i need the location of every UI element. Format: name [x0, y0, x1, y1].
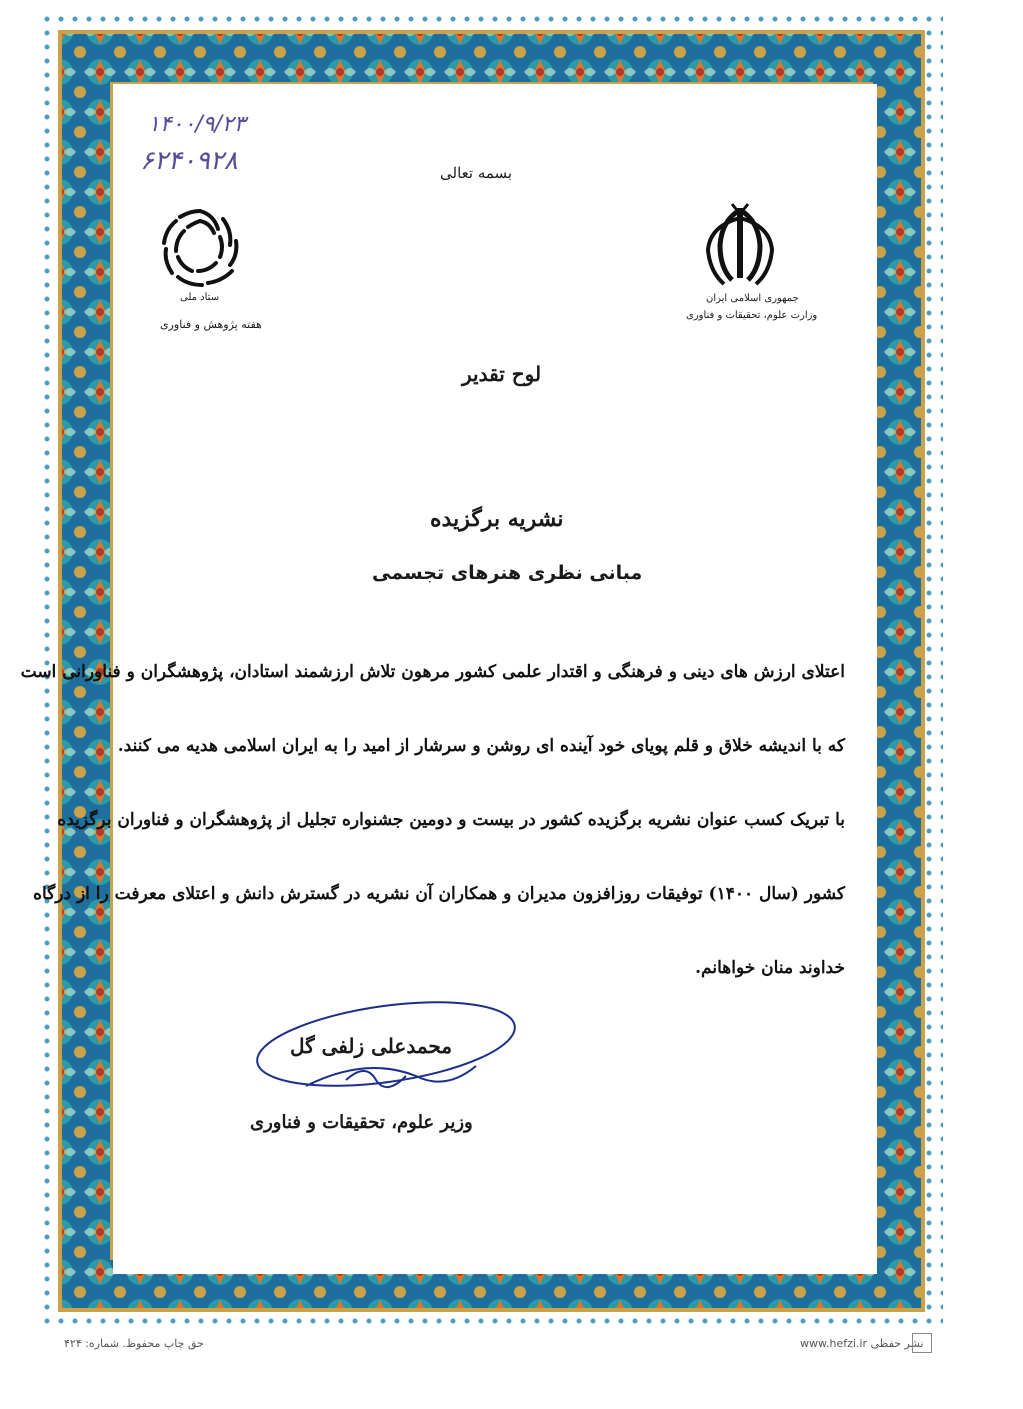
body-line-3: با تبریک کسب عنوان نشریه برگزیده کشور در بیست و دومین جشنواره تجلیل از پژوهشگران و فناوران برگزیده	[57, 810, 845, 830]
body-line-4: کشور (سال ۱۴۰۰) توفیقات روزافزون مدیران و همکاران آن نشریه در گسترش دانش و اعتلای معرفت را از درگاه	[33, 884, 845, 904]
journal-name: مبانی نظری هنرهای تجسمی	[372, 562, 643, 584]
research-week-logo	[158, 205, 242, 289]
left-logo-line1: ستاد ملی	[180, 292, 220, 303]
iran-emblem-logo	[700, 200, 780, 290]
publisher-logo-icon	[912, 1333, 932, 1353]
body-line-1: اعتلای ارزش های دینی و فرهنگی و اقتدار علمی کشور مرهون تلاش ارزشمند استادان، پژوهشگران و فناورانی است	[20, 662, 845, 682]
iran-emblem-icon	[700, 200, 780, 290]
handwritten-number: ۶۲۴۰۹۲۸	[140, 146, 238, 176]
signatory-position: وزیر علوم، تحقیقات و فناوری	[250, 1112, 473, 1133]
footer-publisher: www.hefzi.ir نشر حفظی	[800, 1337, 924, 1350]
sunburst-icon	[158, 205, 242, 289]
footer-copyright: حق چاپ محفوظ. شماره: ۴۲۴	[64, 1337, 204, 1350]
body-line-5: خداوند منان خواهانم.	[695, 958, 845, 978]
body-line-2: که با اندیشه خلاق و قلم پویای خود آینده ای روشن و سرشار از امید را به ایران اسلامی هدیه می کنند.	[117, 736, 845, 756]
right-logo-line2: وزارت علوم، تحقیقات و فناوری	[686, 310, 818, 321]
certificate-subtitle: نشریه برگزیده	[430, 506, 564, 532]
handwritten-date: ۱۴۰۰/۹/۲۳	[148, 112, 246, 137]
certificate-title: لوح تقدیر	[462, 362, 542, 386]
invocation-text: بسمه تعالی	[440, 164, 513, 182]
left-logo-line2: هفته پژوهش و فناوری	[160, 318, 262, 331]
right-logo-line1: جمهوری اسلامی ایران	[706, 293, 799, 304]
signatory-name: محمدعلی زلفی گل	[290, 1034, 453, 1058]
